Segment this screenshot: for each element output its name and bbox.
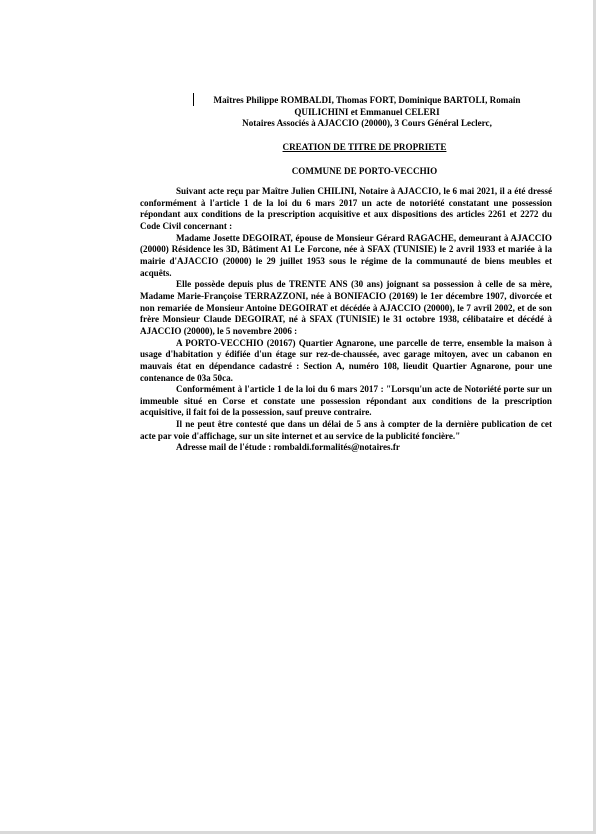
document-title: CREATION DE TITRE DE PROPRIETE bbox=[282, 142, 447, 152]
header-line-1: Maîtres Philippe ROMBALDI, Thomas FORT, Dominique BARTOLI, Romain bbox=[213, 95, 521, 105]
paragraph-acte: Suivant acte reçu par Maître Julien CHILINI, Notaire à AJACCIO, le 6 mai 2021, il a été dressé conformément à l'article 1 de la loi du 6 mars 2017 un acte de notoriété constatant une possession répondant aux conditions de la prescription acquisitive et aux dispositions des articles 2261 et 2272 du Code Civil concernant : bbox=[140, 186, 552, 231]
header-line-3: Notaires Associés à AJACCIO (20000), 3 Cours Général Leclerc, bbox=[242, 118, 492, 129]
paragraph-possession: Elle possède depuis plus de TRENTE ANS (30 ans) joignant sa possession à celle de sa mère, Madame Marie-Françoise TERRAZZONI, née à BONIFACIO (20169) le 1er décembre 1907, divorcée et non remariée de Monsieur Antoine DEGOIRAT et décédée à AJACCIO (20000), le 7 avril 2002, et de son frère Monsieur Claude DEGOIRAT, né à SFAX (TUNISIE) le 31 octobre 1938, célibataire et décédé à AJACCIO (20000), le 5 novembre 2006 : bbox=[140, 279, 552, 336]
document-body bbox=[140, 186, 552, 454]
paragraph-contest-delay: Il ne peut être contesté que dans un délai de 5 ans à compter de la dernière publication de cet acte par voie d'affichage, sur un site internet et au service de la publicité foncière." bbox=[140, 419, 552, 441]
commune-heading: COMMUNE DE PORTO-VECCHIO bbox=[291, 166, 438, 176]
paragraph-email: Adresse mail de l'étude : rombaldi.formalités@notaires.fr bbox=[176, 442, 400, 453]
text-cursor bbox=[193, 93, 194, 106]
header-line-2: QUILICHINI et Emmanuel CELERI bbox=[294, 106, 440, 117]
notaries-header bbox=[196, 95, 538, 130]
paragraph-possessor: Madame Josette DEGOIRAT, épouse de Monsieur Gérard RAGACHE, demeurant à AJACCIO (20000) Résidence les 3D, Bâtiment A1 Le Forcone, née à SFAX (TUNISIE) le 2 avril 1933 et mariée à la mairie d'AJACCIO (20000) le 29 juillet 1953 sous le régime de la communauté de biens meubles et acquêts. bbox=[140, 232, 552, 278]
paragraph-law-article: Conformément à l'article 1 de la loi du 6 mars 2017 : "Lorsqu'un acte de Notoriété porte sur un immeuble situé en Corse et constate une possession répondant aux conditions de la prescription acquisitive, il fait foi de la possession, sauf preuve contraire. bbox=[140, 384, 552, 418]
paragraph-property: A PORTO-VECCHIO (20167) Quartier Agnarone, une parcelle de terre, ensemble la maison à usage d'habitation y édifiée d'un étage sur rez-de-chaussée, avec garage mitoyen, avec un cabanon en mauvais état en dépendance cadastré : Section A, numéro 108, lieudit Quartier Agnarone, pour une contenance de 03a 50ca. bbox=[140, 337, 552, 383]
